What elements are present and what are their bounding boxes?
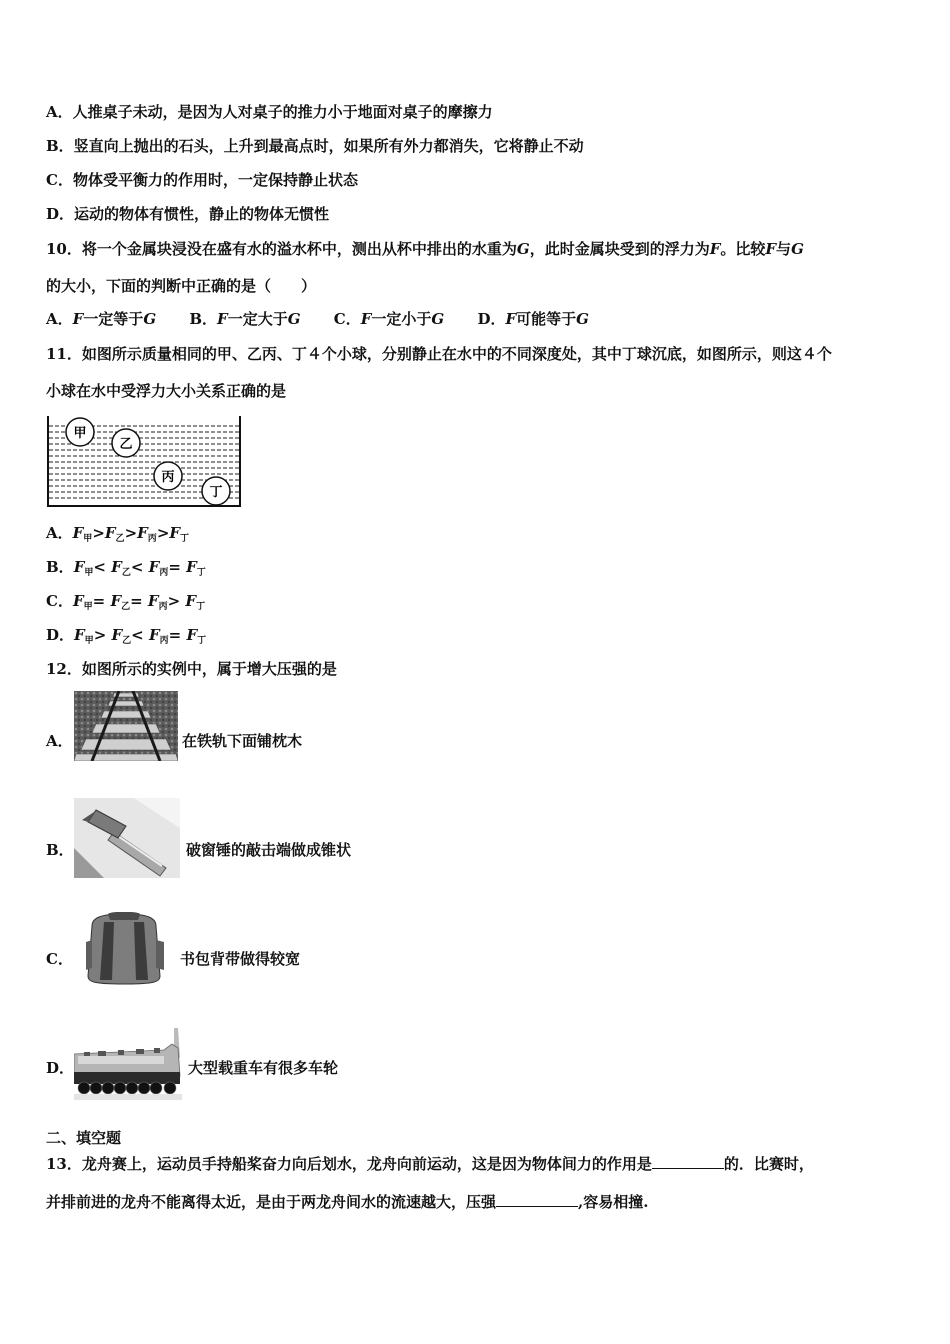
q12-option-a-text: 在铁轨下面铺枕木 xyxy=(182,732,303,750)
q10-option-d: D．F可能等于G xyxy=(477,310,589,328)
q11-option-b: B．$F_甲< F_乙< F_丙= F_丁$ xyxy=(46,558,206,578)
ball-ding xyxy=(202,477,230,505)
q10-stem-line2: 的大小，下面的判断中正确的是（ ） xyxy=(46,277,317,295)
svg-text:乙: 乙 xyxy=(119,437,133,452)
q10-option-b: B．F一定大于G xyxy=(189,310,301,328)
schoolbag-image xyxy=(78,912,170,986)
heavy-truck-image xyxy=(74,1028,182,1100)
section-2-title: 二、填空题 xyxy=(46,1129,122,1147)
q12-option-a-letter: A． xyxy=(46,732,73,750)
q11-stem-line1: 11．如图所示质量相同的甲、乙丙、丁４个小球，分别静止在水中的不同深度处，其中丁球沉底，如图所示，则这４个 xyxy=(46,345,832,363)
q11-option-d: D．$F_甲> F_乙< F_丙= F_丁$ xyxy=(46,626,207,646)
q9-option-d: D．运动的物体有惯性，静止的物体无惯性 xyxy=(46,205,330,223)
q12-option-c-text: 书包背带做得较宽 xyxy=(180,950,301,968)
q12-option-b-text: 破窗锤的敲击端做成锥状 xyxy=(186,841,352,859)
q10-stem-line1: 10．将一个金属块浸没在盛有水的溢水杯中，测出从杯中排出的水重为G，此时金属块受到的浮力为F。比较F与G xyxy=(46,240,804,258)
q10-option-a: A．F一定等于G xyxy=(46,310,157,328)
q9-option-b: B．竖直向上抛出的石头，上升到最高点时，如果所有外力都消失，它将静止不动 xyxy=(46,137,584,155)
q12-option-b-letter: B． xyxy=(46,841,74,859)
q11-option-c: C．$F_甲= F_乙= F_丙> F_丁$ xyxy=(46,592,206,612)
q11-water-tank-figure xyxy=(46,414,246,514)
svg-text:丁: 丁 xyxy=(209,485,223,500)
ball-yi xyxy=(112,429,140,457)
q9-option-a: A．人推桌子未动，是因为人对桌子的推力小于地面对桌子的摩擦力 xyxy=(46,103,493,121)
q11-option-a: A．$F_甲>F_乙>F_丙>F_丁$ xyxy=(46,524,190,544)
ball-bing xyxy=(154,462,182,490)
q12-option-d-text: 大型载重车有很多车轮 xyxy=(188,1059,339,1077)
q12-option-c-letter: C． xyxy=(46,950,73,968)
q13-line1: 13．龙舟赛上，运动员手持船桨奋力向后划水，龙舟向前运动，这是因为物体间力的作用是 的．比赛时， xyxy=(46,1155,814,1173)
q12-stem: 12．如图所示的实例中，属于增大压强的是 xyxy=(46,660,337,678)
railway-sleepers-image xyxy=(74,691,178,761)
ball-jia xyxy=(66,418,94,446)
q10-options xyxy=(46,309,589,329)
q12-option-d-letter: D． xyxy=(46,1059,75,1077)
q13-blank-2[interactable] xyxy=(496,1192,578,1207)
q13-blank-1[interactable] xyxy=(652,1154,724,1169)
q11-stem-line2: 小球在水中受浮力大小关系正确的是 xyxy=(46,382,287,400)
q10-option-c: C．F一定小于G xyxy=(333,310,445,328)
safety-hammer-image xyxy=(74,798,180,878)
q13-line2: 并排前进的龙舟不能离得太近，是由于两龙舟间水的流速越大，压强 ,容易相撞. xyxy=(46,1193,649,1211)
q9-option-c: C．物体受平衡力的作用时，一定保持静止状态 xyxy=(46,171,358,189)
svg-text:甲: 甲 xyxy=(73,426,87,441)
svg-text:丙: 丙 xyxy=(161,470,175,485)
